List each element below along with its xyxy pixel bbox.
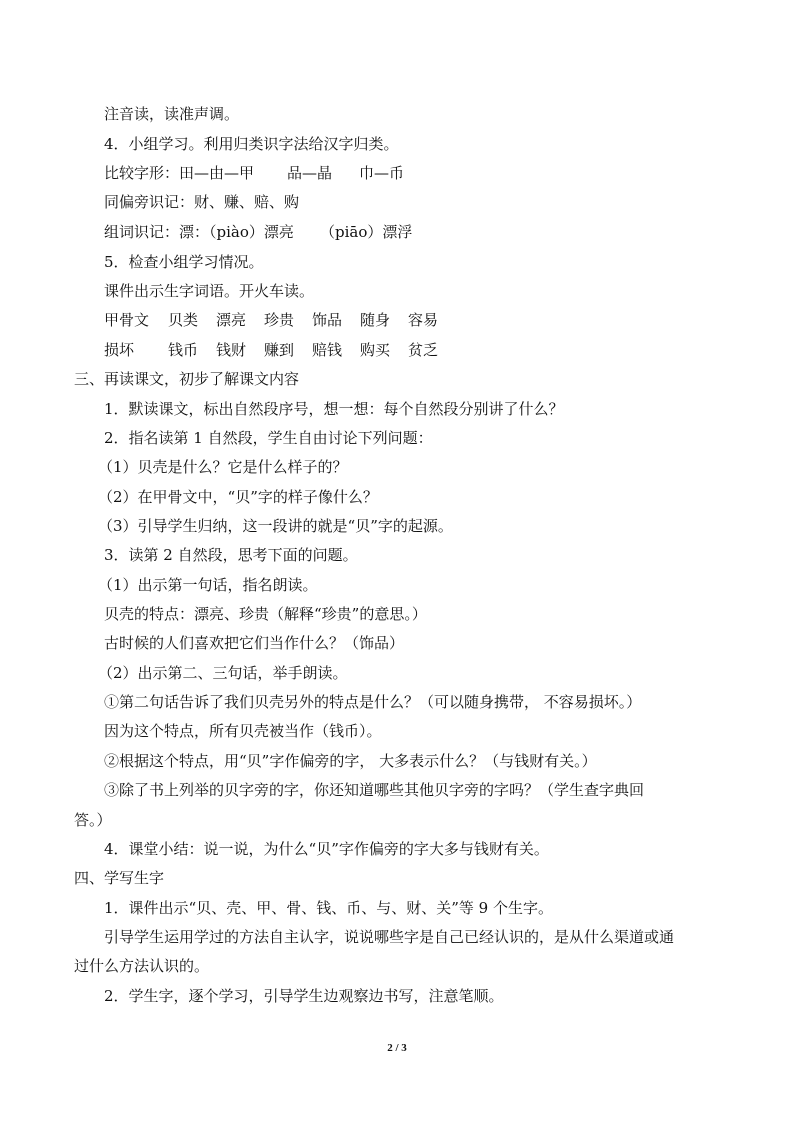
text-line: 1．课件出示“贝、壳、甲、骨、钱、币、与、财、关”等 9 个生字。 [104, 899, 553, 917]
text-line: 过什么方法认识的。 [74, 957, 210, 975]
text-line: ①第二句话告诉了我们贝壳另外的特点是什么？（可以随身携带， 不容易损坏。） [104, 693, 642, 711]
text-line: 2．指名读第 1 自然段，学生自由讨论下列问题： [104, 429, 433, 447]
text-line: 答。） [74, 811, 112, 829]
text-line: 2．学生字，逐个学习，引导学生边观察边书写，注意笔顺。 [104, 987, 504, 1005]
text-line: （2）在甲骨文中，“贝”字的样子像什么？ [98, 488, 378, 506]
text-line: 贝壳的特点：漂亮、珍贵（解释“珍贵”的意思。） [104, 605, 427, 623]
text-line: 5．检查小组学习情况。 [104, 253, 264, 271]
word-item: 损坏 [104, 341, 135, 359]
compare-item: 品—晶 [287, 164, 333, 182]
word-item: 赚到 [264, 341, 295, 359]
text-line: （1）贝壳是什么？它是什么样子的？ [98, 458, 348, 476]
word-item: 购买 [360, 341, 391, 359]
compare-item: 巾—币 [359, 164, 405, 182]
compare-item: 比较字形：田—由—甲 [104, 164, 255, 182]
text-line: （2）出示第二、三句话，举手朗读。 [98, 664, 348, 682]
text-line: 组词识记：漂：（piào）漂亮 [104, 223, 294, 241]
word-item: 钱币 [168, 341, 199, 359]
word-item: 贝类 [168, 311, 199, 329]
section-heading: 三、再读课文，初步了解课文内容 [74, 370, 300, 388]
text-line [359, 163, 404, 183]
text-line: 3．读第 2 自然段，思考下面的问题。 [104, 546, 358, 564]
text-line: 古时候的人们喜欢把它们当作什么？（饰品） [104, 634, 405, 652]
text-line: 注音读，读准声调。 [104, 105, 240, 123]
text-line [287, 163, 332, 183]
text-line: 因为这个特点，所有贝壳被当作（钱币）。 [104, 722, 382, 740]
word-item: 赔钱 [312, 341, 343, 359]
page-number: 2 / 3 [387, 1042, 407, 1054]
word-item: 容易 [408, 311, 439, 329]
word-item: 漂亮 [216, 311, 247, 329]
section-heading: 四、学写生字 [74, 869, 165, 887]
word-item: 随身 [360, 311, 391, 329]
text-line [104, 163, 254, 183]
word-item: 珍贵 [264, 311, 295, 329]
text-line: （3）引导学生归纳，这一段讲的就是“贝”字的起源。 [98, 517, 453, 535]
word-item: 甲骨文 [104, 311, 150, 329]
text-line: 同偏旁识记：财、赚、赔、购 [104, 193, 300, 211]
word-item: 饰品 [312, 311, 343, 329]
text-line: （1）出示第一句话，指名朗读。 [98, 576, 318, 594]
text-line: 4．课堂小结：说一说，为什么“贝”字作偏旁的字大多与钱财有关。 [104, 840, 549, 858]
text-line: 课件出示生字词语。开火车读。 [104, 282, 315, 300]
text-line: 引导学生运用学过的方法自主认字，说说哪些字是自己已经认识的，是从什么渠道或通 [104, 928, 675, 946]
text-line: ③除了书上列举的贝字旁的字，你还知道哪些其他贝字旁的字吗？（学生查字典回 [104, 781, 645, 799]
text-line: 4．小组学习。利用归类识字法给汉字归类。 [104, 135, 399, 153]
word-item: 贫乏 [408, 341, 439, 359]
text-line: （piāo）漂浮 [320, 223, 413, 241]
word-item: 钱财 [216, 341, 247, 359]
text-line: ②根据这个特点，用“贝”字作偏旁的字， 大多表示什么？（与钱财有关。） [104, 752, 597, 770]
text-line: 1．默读课文，标出自然段序号，想一想：每个自然段分别讲了什么？ [104, 400, 564, 418]
